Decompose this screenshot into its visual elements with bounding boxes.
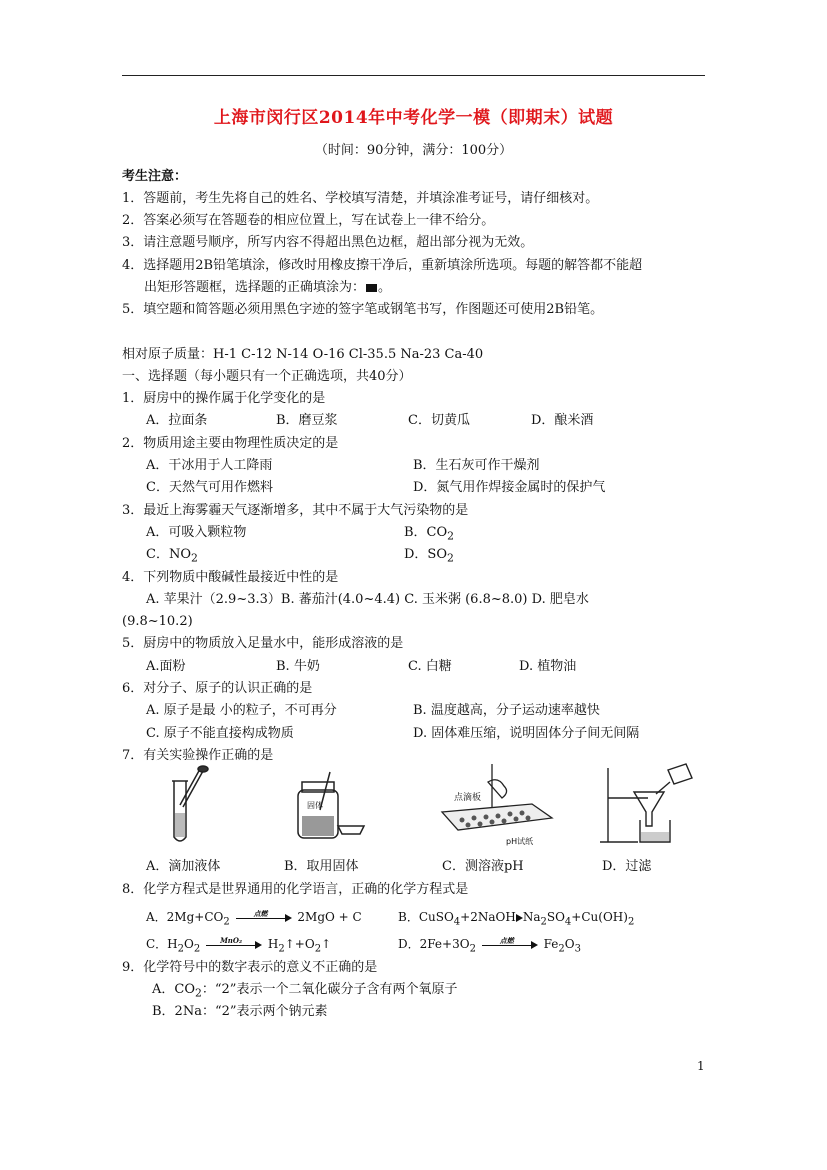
svg-text:点滴板: 点滴板 (454, 793, 482, 803)
q6-option-c: C. 原子不能直接构成物质 (146, 726, 294, 741)
q5-option-a: A.面粉 (146, 659, 186, 674)
q8-option-c: C．$H_2O_2$ MnO₂ $H_2↑+O_2↑$ (146, 935, 332, 955)
q7-option-d: D．过滤 (602, 859, 652, 874)
svg-text:pH试纸: pH试纸 (506, 837, 534, 846)
q9-stem: 9．化学符号中的数字表示的意义不正确的是 (122, 960, 378, 975)
q7-option-c: C．测溶液pH (442, 859, 524, 874)
q8-stem: 8．化学方程式是世界通用的化学语言，正确的化学方程式是 (122, 882, 469, 897)
q6-option-d: D. 固体难压缩，说明固体分子间无间隔 (413, 726, 640, 741)
filtration-figure (598, 762, 698, 848)
q1-option-c: C．切黄瓜 (408, 413, 470, 428)
q3-stem: 3．最近上海雾霾天气逐渐增多，其中不属于大气污染物的是 (122, 503, 469, 518)
q8-option-d: D．$2Fe+3O_2$ 点燃 $Fe_2O_3$ (398, 935, 581, 955)
q3-option-a: A．可吸入颗粒物 (146, 525, 247, 540)
reaction-arrow-icon: MnO₂ (206, 940, 262, 950)
notice-item-2: 2．答案必须写在答题卷的相应位置上，写在试卷上一律不给分。 (122, 213, 495, 228)
ph-test-figure (432, 762, 562, 846)
page-title: 上海市闵行区2014年中考化学一模（即期末）试题 (213, 108, 614, 128)
q7-option-a: A．滴加液体 (146, 859, 221, 874)
notice-item-3: 3．请注意题号顺序，所写内容不得超出黑色边框，超出部分视为无效。 (122, 235, 534, 250)
q5-option-d: D. 植物油 (519, 659, 577, 674)
q8-option-b: B．CuSO$_4$+2NaOH $Na_2SO_4+Cu(OH)_2$ (398, 910, 635, 928)
atomic-mass: 相对原子质量：H-1 C-12 N-14 O-16 Cl-35.5 Na-23 Ca-40 (122, 347, 484, 362)
q9-option-a: A．$CO_2$：“2”表示一个二氧化碳分子含有两个氧原子 (152, 982, 458, 1000)
q7-option-b: B．取用固体 (284, 859, 359, 874)
arrow-icon (516, 914, 523, 922)
q7-stem: 7．有关实验操作正确的是 (122, 748, 274, 763)
header-rule (122, 75, 705, 76)
notice-item-4-cont: 出矩形答题框，选择题的正确填涂为： 。 (144, 280, 392, 295)
q2-option-a: A．干冰用于人工降雨 (146, 458, 273, 473)
notice-item-5: 5．填空题和简答题必须用黑色字迹的签字笔或钢笔书写，作图题还可使用2B铅笔。 (122, 302, 604, 317)
page-number: 1 (697, 1059, 705, 1073)
q1-stem: 1．厨房中的操作属于化学变化的是 (122, 391, 326, 406)
q2-option-d: D．氮气用作焊接金属时的保护气 (413, 480, 606, 495)
q6-option-b: B. 温度越高，分子运动速率越快 (413, 703, 600, 718)
q3-option-b: B．$CO_2$ (404, 525, 455, 543)
dropper-test-tube-figure (160, 765, 210, 845)
q3-option-c: C．$NO_2$ (146, 547, 198, 565)
section-heading: 一、选择题（每小题只有一个正确选项，共40分） (122, 369, 412, 384)
q2-option-b: B．生石灰可作干燥剂 (413, 458, 540, 473)
svg-text:固体: 固体 (307, 801, 323, 810)
q9-option-b: B．2Na：“2”表示两个钠元素 (152, 1004, 328, 1019)
q5-stem: 5．厨房中的物质放入足量水中，能形成溶液的是 (122, 636, 404, 651)
reaction-arrow-icon: 点燃 (236, 913, 292, 923)
q8-option-a: A．$2Mg+CO_2$ 点燃 2MgO + C (146, 908, 362, 928)
q6-option-a: A. 原子是最 小的粒子，不可再分 (146, 703, 337, 718)
q4-options: A. 苹果汁（2.9~3.3）B. 蕃茄汁(4.0~4.4) C. 玉米粥 (6.8~8.0) D. 肥皂水 (146, 592, 589, 607)
q2-stem: 2．物质用途主要由物理性质决定的是 (122, 436, 339, 451)
q1-option-d: D．酿米酒 (531, 413, 594, 428)
notice-heading: 考生注意： (122, 169, 188, 184)
q6-stem: 6．对分子、原子的认识正确的是 (122, 681, 313, 696)
q1-option-a: A．拉面条 (146, 413, 208, 428)
exam-info: （时间：90分钟，满分：100分） (314, 143, 513, 158)
q5-option-c: C. 白糖 (408, 659, 452, 674)
filled-square-icon (366, 284, 377, 292)
notice-item-1: 1．答题前，考生先将自己的姓名、学校填写清楚，并填涂准考证号，请仔细核对。 (122, 191, 599, 206)
q4-stem: 4．下列物质中酸碱性最接近中性的是 (122, 570, 339, 585)
q3-option-d: D．$SO_2$ (404, 547, 454, 565)
q2-option-c: C．天然气可用作燃料 (146, 480, 273, 495)
q4-options-cont: (9.8~10.2) (122, 614, 193, 629)
solid-jar-figure (290, 770, 370, 842)
reaction-arrow-icon: 点燃 (482, 940, 538, 950)
q1-option-b: B．磨豆浆 (276, 413, 338, 428)
notice-item-4: 4．选择题用2B铅笔填涂，修改时用橡皮擦干净后，重新填涂所选项。每题的解答都不能超 (122, 258, 643, 273)
q5-option-b: B. 牛奶 (276, 659, 320, 674)
